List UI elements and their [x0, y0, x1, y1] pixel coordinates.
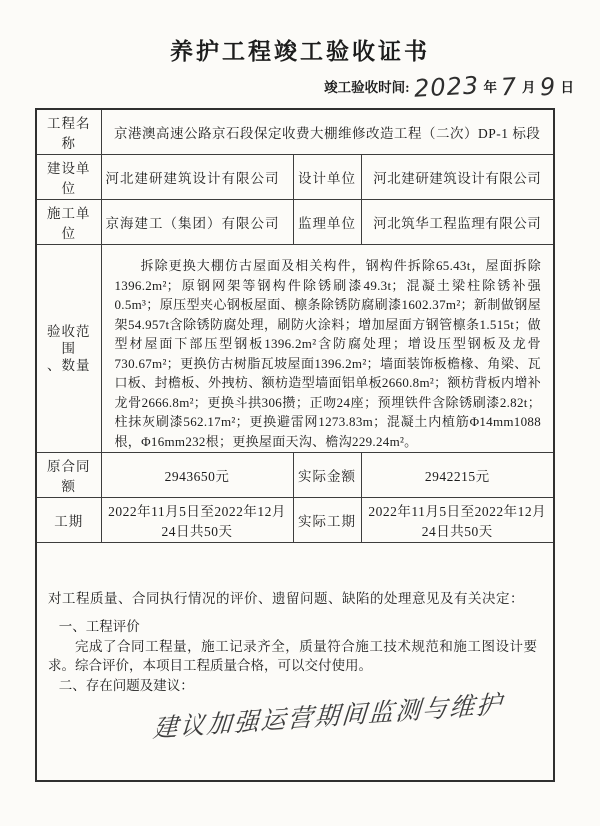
certificate-table: [35, 108, 555, 782]
row-units-1: [36, 155, 554, 200]
handwritten-year: 2023: [413, 71, 480, 103]
acceptance-scope-cell: [101, 245, 554, 453]
month-unit: 月: [521, 80, 536, 95]
project-name-value: 京港澳高速公路京石段保定收费大棚维修改造工程（二次）DP-1 标段: [101, 109, 554, 155]
supervision-unit-value: 河北筑华工程监理有限公司: [361, 200, 554, 245]
design-unit-label: 设计单位: [293, 155, 361, 200]
planned-duration-label: 工期: [36, 498, 101, 543]
year-unit: 年: [483, 80, 497, 95]
evaluation-section1-title: 一、工程评价: [58, 618, 140, 634]
actual-duration-label: 实际工期: [293, 498, 361, 543]
construction-unit-value: 河北建研建筑设计有限公司: [101, 155, 293, 200]
acceptance-scope-label: [36, 245, 101, 453]
construction-unit-label: 建设单位: [36, 155, 101, 200]
original-amount-label: 原合同额: [36, 453, 101, 498]
acceptance-scope-label-line1: 验收范围: [47, 324, 91, 356]
project-name-label: 工程名称: [36, 109, 101, 155]
evaluation-section1-body: 完成了合同工程量，施工记录齐全，质量符合施工技术规范和施工图设计要求。综合评价，本项目工程质量合格，可以交付使用。: [48, 638, 537, 673]
actual-duration-value: 2022年11月5日至2022年12月24日共50天: [361, 498, 554, 543]
design-unit-value: 河北建研建筑设计有限公司: [361, 155, 554, 200]
original-amount-value: 2943650元: [101, 453, 293, 498]
row-evaluation: [36, 543, 554, 781]
handwritten-month: 7: [500, 72, 519, 102]
row-durations: [36, 498, 554, 543]
acceptance-date-line: [0, 72, 600, 104]
acceptance-date-label: 竣工验收时间:: [324, 80, 410, 95]
supervision-unit-label: 监理单位: [293, 200, 361, 245]
actual-amount-value: 2942215元: [361, 453, 554, 498]
planned-duration-value: 2022年11月5日至2022年12月24日共50天: [101, 498, 293, 543]
document-title: 养护工程竣工验收证书: [170, 39, 430, 64]
handwritten-note: 建议加强运营期间监测与维护: [152, 689, 505, 743]
acceptance-scope-label-line2: 、数量: [47, 358, 91, 373]
row-units-2: [36, 200, 554, 245]
acceptance-scope-value: 拆除更换大棚仿古屋面及相关构件，钢构件拆除65.43t，屋面拆除1396.2m²；原钢网架等钢构件除锈刷漆49.3t；混凝土梁柱除锈补强0.5m³；原压型夹心钢板屋面、檩条除锈防腐刷漆1602.37m²；新制做钢屋架54.957t含除锈防腐处理，刷防火涂料；增加屋面方钢管檩条1.515t；做型材屋面下部压型钢板1396.2m²含防腐处理；增设压型钢板及龙骨730.67m²；更换仿古树脂瓦坡屋面1396.2m²；墙面装饰板檐椽、角梁、瓦口板、封檐板、外拽枋、额枋造型墙面铝单板2660.8m²；额枋背板内增补龙骨2666.8m²；更换斗拱306攒；正吻24座；预埋铁件含除锈刷漆2.82t；柱抹灰刷漆562.17m²；更换避雷网1273.83m；混凝土内植筋Φ14mm1088根，Φ16mm232根；更换屋面天沟、檐沟229.24m²。: [114, 258, 541, 449]
contractor-unit-label: 施工单位: [36, 200, 101, 245]
evaluation-heading: 对工程质量、合同执行情况的评价、遗留问题、缺陷的处理意见及有关决定：: [48, 590, 524, 606]
evaluation-cell: [36, 543, 554, 781]
evaluation-section2-title: 二、存在问题及建议：: [58, 677, 194, 693]
handwritten-day: 9: [539, 72, 557, 102]
row-amounts: [36, 453, 554, 498]
contractor-unit-value: 京海建工（集团）有限公司: [101, 200, 293, 245]
day-unit: 日: [560, 80, 574, 95]
row-acceptance-scope: [36, 245, 554, 453]
actual-amount-label: 实际金额: [293, 453, 361, 498]
row-project-name: [36, 109, 554, 155]
